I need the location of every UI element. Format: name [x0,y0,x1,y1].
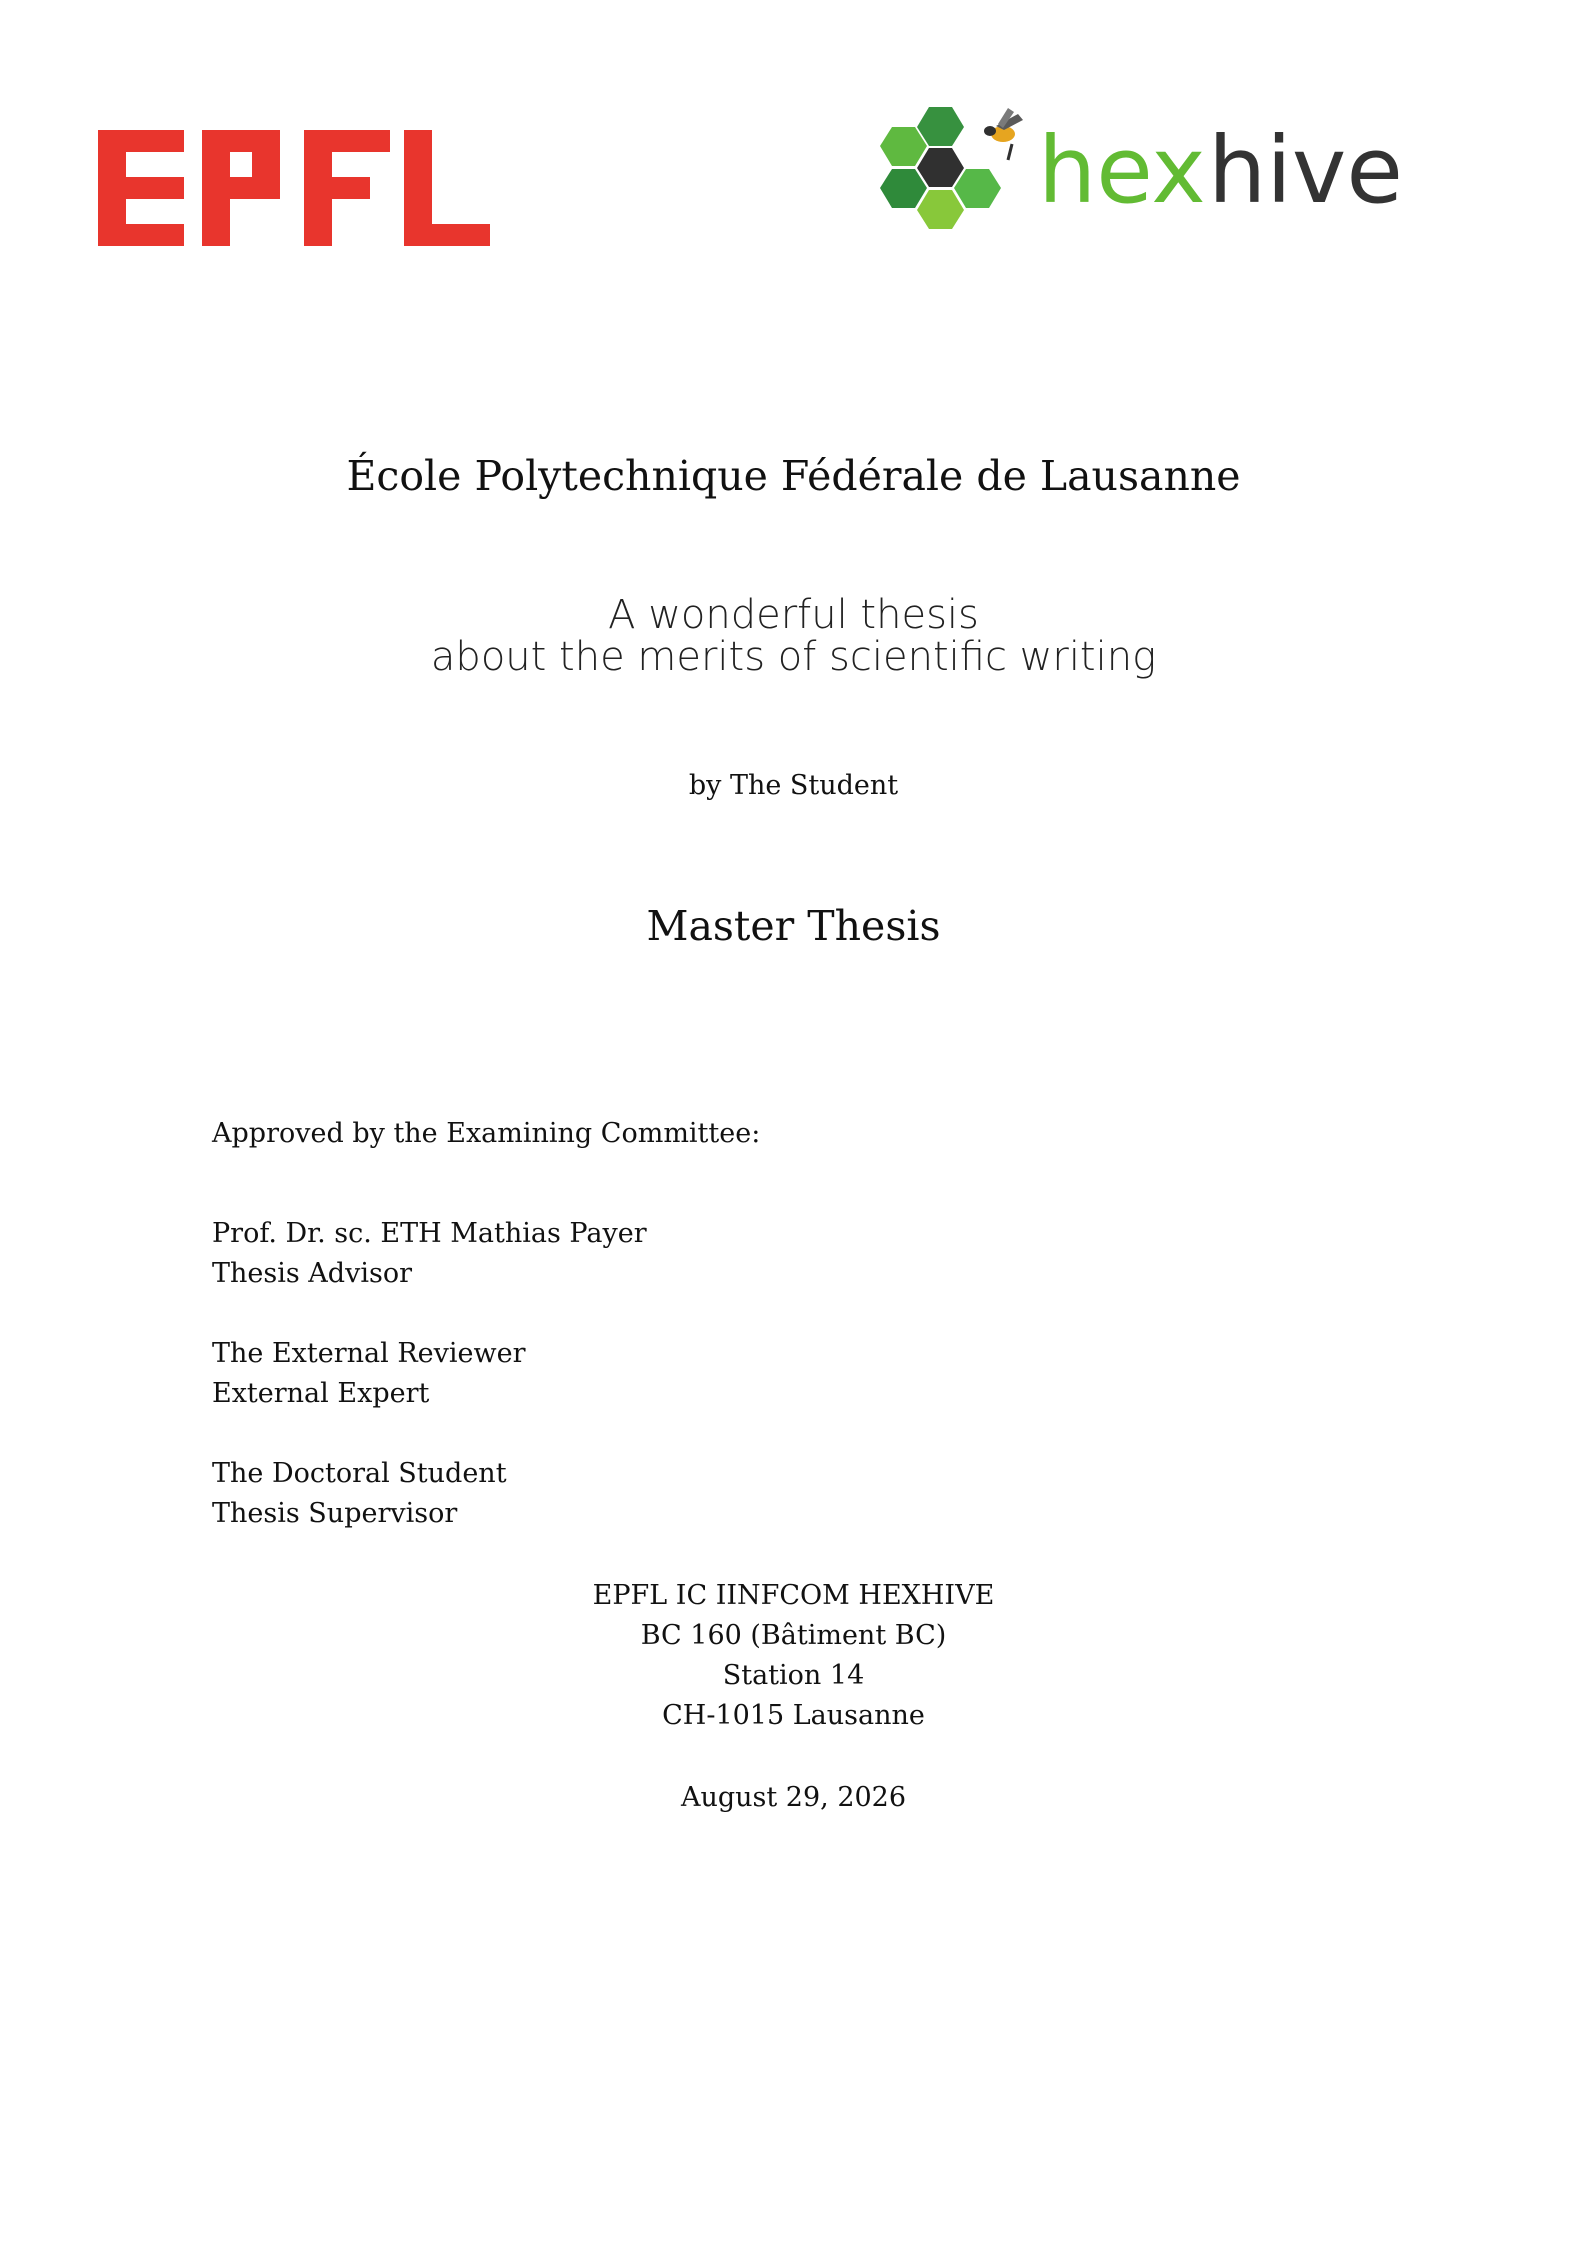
address-line: CH-1015 Lausanne [662,1700,925,1731]
hexhive-logo [858,104,1453,260]
committee-heading: Approved by the Examining Committee: [212,1118,761,1149]
thesis-title-line2: about the merits of scientific writing [430,634,1157,680]
address [0,1576,1587,1736]
author: by The Student [688,770,899,801]
date: August 29, 2026 [680,1782,907,1813]
member-role: Thesis Advisor [212,1258,412,1289]
committee-member [212,1454,760,1534]
thesis-title-line1: A wonderful thesis [608,592,979,638]
member-name: The Doctoral Student [212,1458,507,1489]
epfl-logo [98,130,490,246]
member-name: Prof. Dr. sc. ETH Mathias Payer [212,1218,647,1249]
committee-member [212,1214,760,1294]
committee [212,1114,760,1574]
committee-member [212,1334,760,1414]
member-name: The External Reviewer [212,1338,526,1369]
hexhive-logo-text-hive: hive [1208,117,1403,224]
address-line: Station 14 [722,1660,865,1691]
hexhive-logo-text: hex [1038,117,1206,224]
thesis-title [0,594,1587,678]
school-name: École Polytechnique Fédérale de Lausanne [346,452,1241,500]
address-line: EPFL IC IINFCOM HEXHIVE [592,1580,995,1611]
address-line: BC 160 (Bâtiment BC) [640,1620,947,1651]
member-role: External Expert [212,1378,430,1409]
member-role: Thesis Supervisor [212,1498,458,1529]
thesis-type: Master Thesis [646,902,941,950]
